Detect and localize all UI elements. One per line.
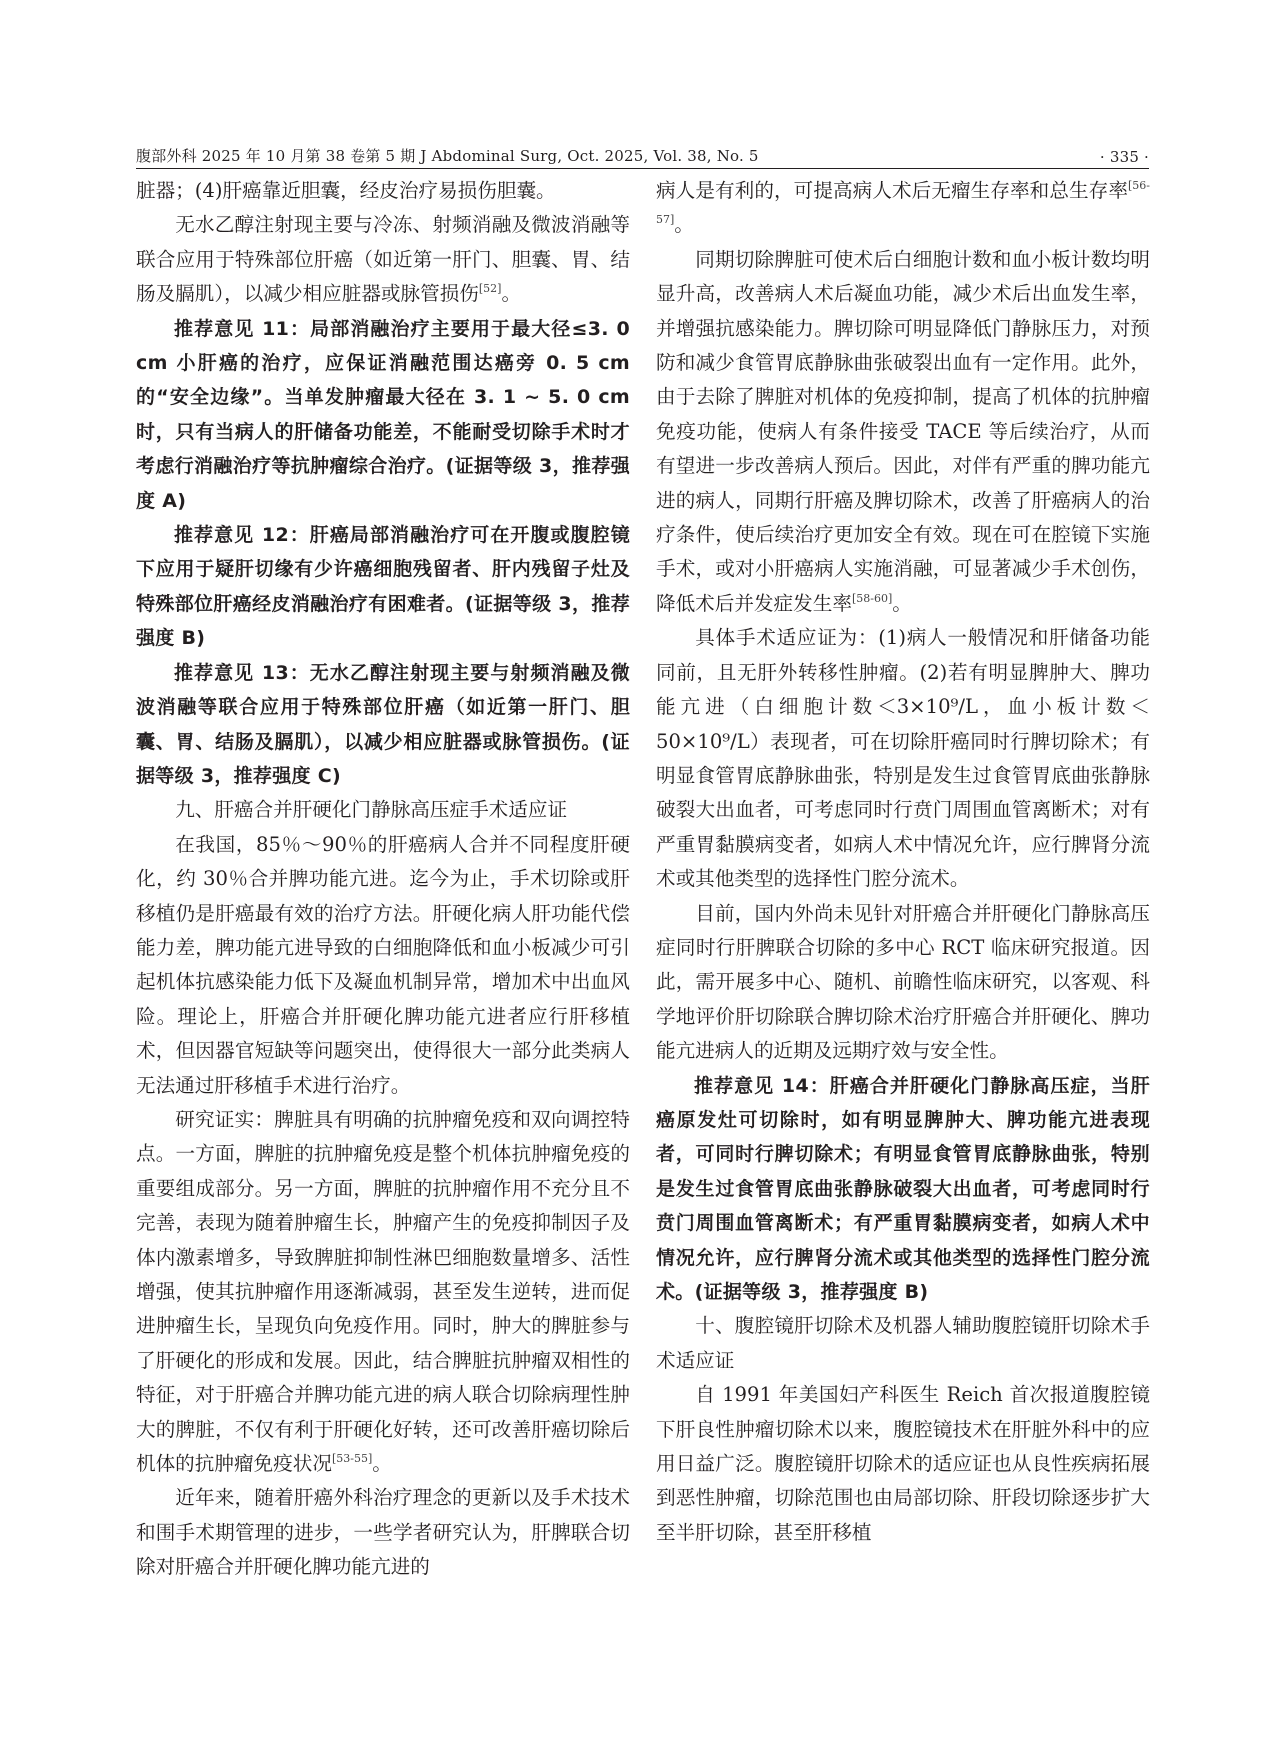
paragraph-text: 病人是有利的，可提高病人术后无瘤生存率和总生存率: [656, 179, 1128, 202]
citation: [56-57]: [656, 179, 1150, 227]
paragraph: [656, 243, 1150, 621]
page-number: · 335 ·: [1099, 148, 1149, 166]
recommendation-12: 推荐意见 12：肝癌局部消融治疗可在开腹或腹腔镜下应用于疑肝切缘有少许癌细胞残留者、肝内残留子灶及特殊部位肝癌经皮消融治疗有困难者。(证据等级 3，推荐强度 B): [136, 524, 630, 650]
journal-citation: 腹部外科 2025 年 10 月第 38 卷第 5 期 J Abdominal Surg, Oct. 2025, Vol. 38, No. 5: [136, 147, 759, 165]
paragraph: [136, 208, 630, 311]
citation: [53-55]: [331, 1452, 373, 1466]
recommendation-14: 推荐意见 14：肝癌合并肝硬化门静脉高压症，当肝癌原发灶可切除时，如有明显脾肿大、脾功能亢进表现者，可同时行脾切除术；有明显食管胃底静脉曲张，特别是发生过食管胃底曲张静脉破裂大出血者，可考虑同时行贲门周围血管离断术；有严重胃黏膜病变者，如病人术中情况允许，应行脾肾分流术或其他类型的选择性门腔分流术。(证据等级 3，推荐强度 B): [656, 1074, 1150, 1303]
punct: 。: [674, 213, 694, 237]
citation: [58-60]: [851, 591, 893, 605]
citation: [52]: [478, 282, 502, 296]
recommendation-11: 推荐意见 11：局部消融治疗主要用于最大径≤3. 0 cm 小肝癌的治疗，应保证消融范围达癌旁 0. 5 cm 的“安全边缘”。当单发肿瘤最大径在 3. 1 ~ 5. 0 cm 时，只有当病人的肝储备功能差，不能耐受切除手术时才考虑行消融治疗等抗肿瘤综合治疗。(证据等级 3，推荐强度 A): [136, 317, 630, 512]
recommendation-13: 推荐意见 13：无水乙醇注射现主要与射频消融及微波消融等联合应用于特殊部位肝癌（如近第一肝门、胆囊、胃、结肠及膈肌），以减少相应脏器或脉管损伤。(证据等级 3，推荐强度 C): [136, 661, 630, 787]
punct: 。: [892, 591, 912, 615]
paragraph: [656, 174, 1150, 243]
paragraph-text: 研究证实：脾脏具有明确的抗肿瘤免疫和双向调控特点。一方面，脾脏的抗肿瘤免疫是整个机体抗肿瘤免疫的重要组成部分。另一方面，脾脏的抗肿瘤作用不充分且不完善，表现为随着肿瘤生长，肿瘤产生的免疫抑制因子及体内激素增多，导致脾脏抑制性淋巴细胞数量增多、活性增强，使其抗肿瘤作用逐渐减弱，甚至发生逆转，进而促进肿瘤生长，呈现负向免疫作用。同时，肿大的脾脏参与了肝硬化的形成和发展。因此，结合脾脏抗肿瘤双相性的特征，对于肝癌合并脾功能亢进的病人联合切除病理性肿大的脾脏，不仅有利于肝硬化好转，还可改善肝癌切除后机体的抗肿瘤免疫状况: [136, 1107, 630, 1476]
paragraph-text: 无水乙醇注射现主要与冷冻、射频消融及微波消融等联合应用于特殊部位肝癌（如近第一肝门、胆囊、胃、结肠及膈肌），以减少相应脏器或脉管损伤: [136, 213, 630, 306]
paragraph: 目前，国内外尚未见针对肝癌合并肝硬化门静脉高压症同时行肝脾联合切除的多中心 RCT 临床研究报道。因此，需开展多中心、随机、前瞻性临床研究，以客观、科学地评价肝切除联合脾切除术治疗肝癌合并肝硬化、脾功能亢进病人的近期及远期疗效与安全性。: [656, 901, 1150, 1063]
paragraph: 脏器；(4)肝癌靠近胆囊，经皮治疗易损伤胆囊。: [136, 179, 556, 202]
section-heading-9: 九、肝癌合并肝硬化门静脉高压症手术适应证: [175, 798, 568, 822]
paragraph-text: 同期切除脾脏可使术后白细胞计数和血小板计数均明显升高，改善病人术后凝血功能，减少术后出血发生率，并增强抗感染能力。脾切除可明显降低门静脉压力，对预防和减少食管胃底静脉曲张破裂出血有一定作用。此外，由于去除了脾脏对机体的免疫抑制，提高了机体的抗肿瘤免疫功能，使病人有条件接受 TACE 等后续治疗，从而有望进一步改善病人预后。因此，对伴有严重的脾功能亢进的病人，同期行肝癌及脾切除术，改善了肝癌病人的治疗条件，使后续治疗更加安全有效。现在可在腔镜下实施手术，或对小肝癌病人实施消融，可显著减少手术创伤，降低术后并发症发生率: [656, 247, 1150, 615]
paragraph: 具体手术适应证为：(1)病人一般情况和肝储备功能同前，且无肝外转移性肿瘤。(2)若有明显脾肿大、脾功能亢进（白细胞计数＜3×10⁹/L，血小板计数＜50×10⁹/L）表现者，可在切除肝癌同时行脾切除术；有明显食管胃底静脉曲张，特别是发生过食管胃底曲张静脉破裂大出血者，可考虑同时行贲门周围血管离断术；对有严重胃黏膜病变者，如病人术中情况允许，应行脾肾分流术或其他类型的选择性门腔分流术。: [656, 626, 1150, 891]
section-heading-10: 十、腹腔镜肝切除术及机器人辅助腹腔镜肝切除术手术适应证: [656, 1314, 1150, 1372]
paragraph: [136, 1103, 630, 1481]
running-header: [136, 138, 1149, 166]
right-column: [656, 174, 1150, 1550]
left-column: [136, 174, 630, 1585]
header-rule: [136, 168, 1149, 169]
punct: 。: [372, 1452, 392, 1476]
paragraph: 在我国，85％～90％的肝癌病人合并不同程度肝硬化，约 30％合并脾功能亢进。迄今为止，手术切除或肝移植仍是肝癌最有效的治疗方法。肝硬化病人肝功能代偿能力差，脾功能亢进导致的白细胞降低和血小板减少可引起机体抗感染能力低下及凝血机制异常，增加术中出血风险。理论上，肝癌合并肝硬化脾功能亢进者应行肝移植术，但因器官短缺等问题突出，使得很大一部分此类病人无法通过肝移植手术进行治疗。: [136, 832, 630, 1097]
paragraph: 自 1991 年美国妇产科医生 Reich 首次报道腹腔镜下肝良性肿瘤切除术以来，腹腔镜技术在肝脏外科中的应用日益广泛。腹腔镜肝切除术的适应证也从良性疾病拓展到恶性肿瘤，切除范围也由局部切除、肝段切除逐步扩大至半肝切除，甚至肝移植: [656, 1383, 1150, 1544]
paragraph: 近年来，随着肝癌外科治疗理念的更新以及手术技术和围手术期管理的进步，一些学者研究认为，肝脾联合切除对肝癌合并肝硬化脾功能亢进的: [136, 1486, 630, 1579]
punct: 。: [501, 282, 522, 306]
